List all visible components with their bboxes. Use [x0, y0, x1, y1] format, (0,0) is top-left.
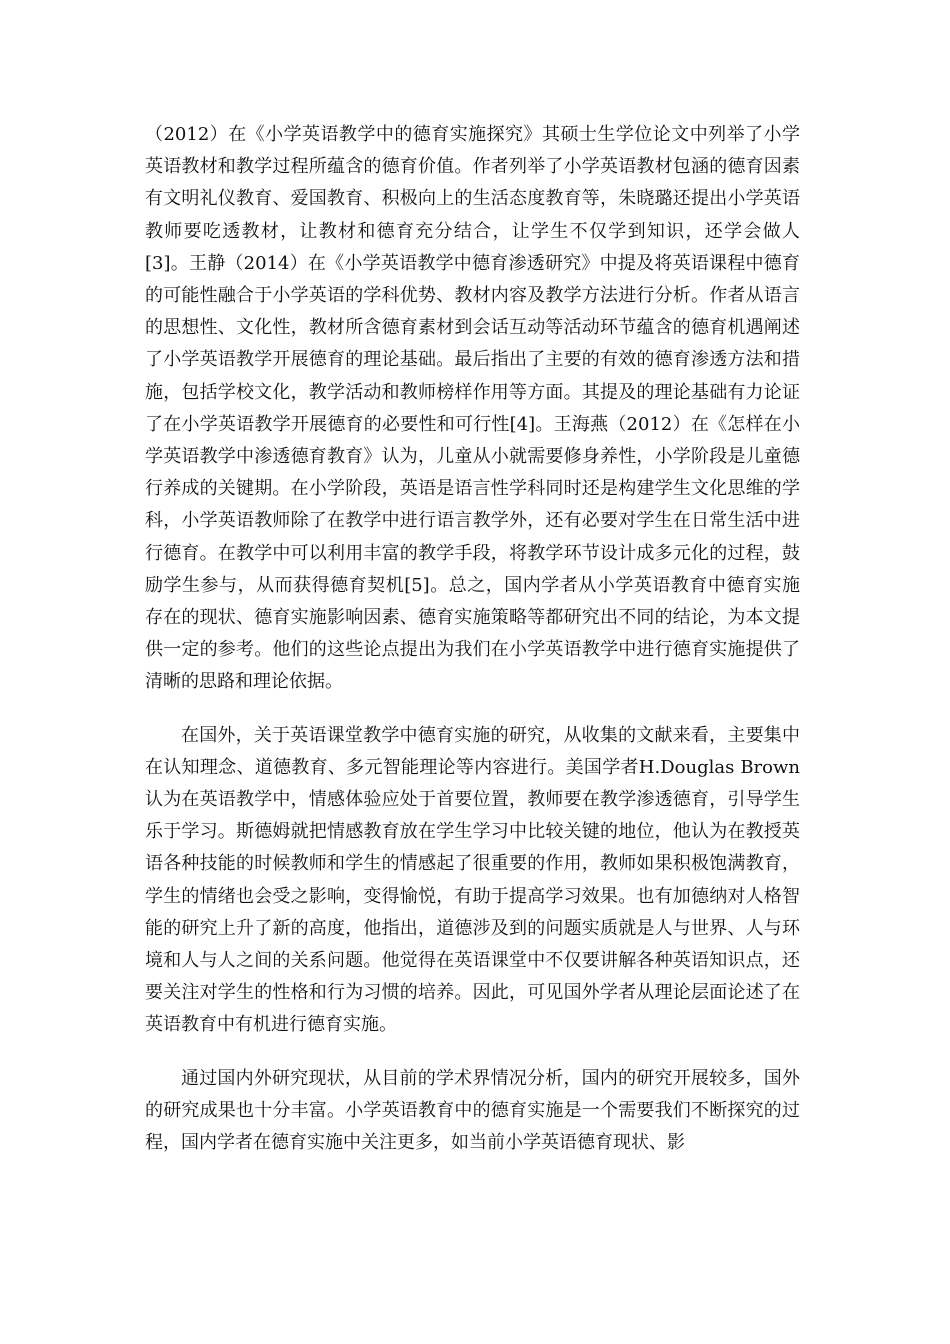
paragraph-research-summary: 通过国内外研究现状，从目前的学术界情况分析，国内的研究开展较多，国外的研究成果也十分丰富。小学英语教育中的德育实施是一个需要我们不断探究的过程，国内学者在德育实施中关注更多，如当前小学英语德育现状、影 [145, 1067, 800, 1154]
paragraph-foreign-research: 在国外，关于英语课堂教学中德育实施的研究，从收集的文献来看，主要集中在认知理念、道德教育、多元智能理论等内容进行。美国学者H.Douglas Brown 认为在英语教学中，情感体验应处于首要位置，教师要在教学渗透德育，引导学生乐于学习。斯德姆就把情感教育放在学生学习中比较关键的地位，他认为在教授英语各种技能的时候教师和学生的情感起了很重要的作用，教师如果积极饱满教育，学生的情绪也会受之影响，变得愉悦，有助于提高学习效果。也有加德纳对人格智能的研究上升了新的高度，他指出，道德涉及到的问题实质就是人与世界、人与环境和人与人之间的关系问题。他觉得在英语课堂中不仅要讲解各种英语知识点，还要关注对学生的性格和行为习惯的培养。因此，可见国外学者从理论层面论述了在英语教育中有机进行德育实施。 [145, 724, 800, 1036]
document-page [145, 119, 800, 1159]
paragraph-domestic-research: （2012）在《小学英语教学中的德育实施探究》其硕士生学位论文中列举了小学英语教材和教学过程所蕴含的德育价值。作者列举了小学英语教材包涵的德育因素有文明礼仪教育、爱国教育、积极向上的生活态度教育等，朱晓璐还提出小学英语教师要吃透教材，让教材和德育充分结合，让学生不仅学到知识，还学会做人[3]。王静（2014）在《小学英语教学中德育渗透研究》中提及将英语课程中德育的可能性融合于小学英语的学科优势、教材内容及教学方法进行分析。作者从语言的思想性、文化性，教材所含德育素材到会话互动等活动环节蕴含的德育机遇阐述了小学英语教学开展德育的理论基础。最后指出了主要的有效的德育渗透方法和措施，包括学校文化，教学活动和教师榜样作用等方面。其提及的理论基础有力论证了在小学英语教学开展德育的必要性和可行性[4]。王海燕（2012）在《怎样在小学英语教学中渗透德育教育》认为，儿童从小就需要修身养性，小学阶段是儿童德行养成的关键期。在小学阶段，英语是语言性学科同时还是构建学生文化思维的学科，小学英语教师除了在教学中进行语言教学外，还有必要对学生在日常生活中进行德育。在教学中可以利用丰富的教学手段，将教学环节设计成多元化的过程，鼓励学生参与，从而获得德育契机[5]。总之，国内学者从小学英语教育中德育实施存在的现状、德育实施影响因素、德育实施策略等都研究出不同的结论，为本文提供一定的参考。他们的这些论点提出为我们在小学英语教学中进行德育实施提供了清晰的思路和理论依据。 [145, 124, 800, 693]
